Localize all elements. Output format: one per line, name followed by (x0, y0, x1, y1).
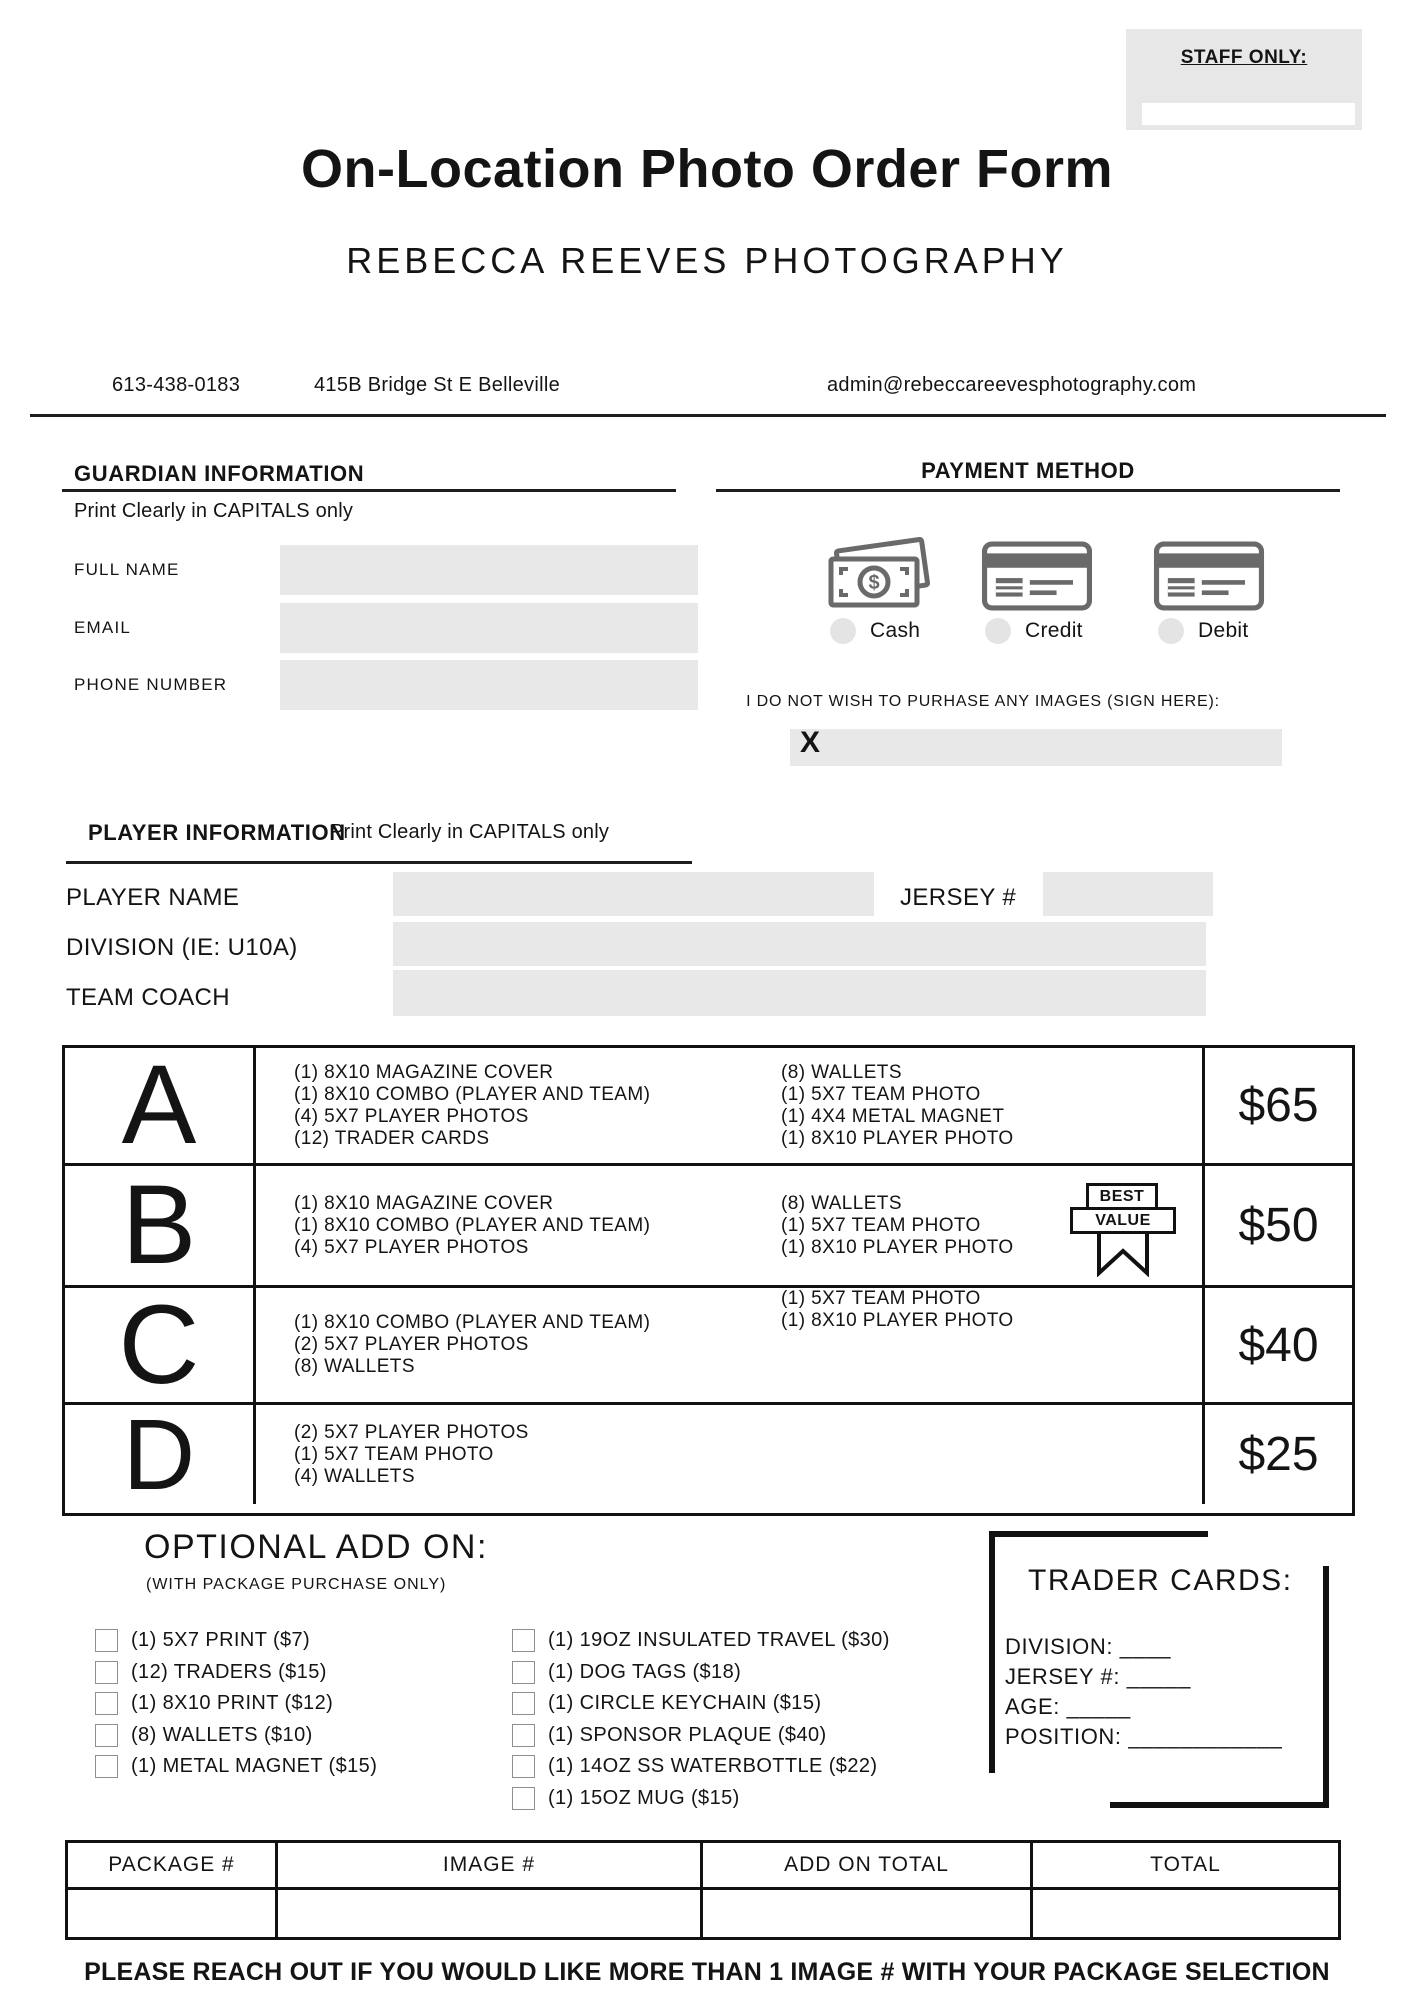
package-b-item: (8) WALLETS (781, 1192, 902, 1214)
package-d-item: (4) WALLETS (294, 1465, 415, 1487)
player-name-field[interactable] (393, 872, 874, 916)
package-a-item: (1) 8X10 COMBO (PLAYER AND TEAM) (294, 1083, 651, 1105)
staff-only-label: STAFF ONLY: (1180, 47, 1308, 68)
summary-header-row (67, 1842, 1340, 1889)
addon-label: (1) 14OZ SS WATERBOTTLE ($22) (548, 1755, 878, 1777)
addon-label: (1) 5X7 PRINT ($7) (131, 1629, 311, 1651)
full-name-label: FULL NAME (74, 560, 180, 579)
email-label: EMAIL (74, 618, 132, 637)
addon-checkbox-wallets[interactable] (95, 1724, 118, 1747)
trader-age-line: AGE: _____ (1005, 1694, 1131, 1719)
package-c-item: (1) 5X7 TEAM PHOTO (781, 1288, 981, 1309)
addon-item-waterbottle (512, 1755, 877, 1778)
package-row-d[interactable] (65, 1398, 1352, 1511)
package-row-a[interactable] (65, 1042, 1352, 1168)
player-heading-underline (66, 861, 692, 864)
addon-checkbox-traders[interactable] (95, 1661, 118, 1684)
debit-card-icon (1152, 540, 1266, 612)
svg-text:$: $ (868, 572, 880, 594)
addon-label: (1) METAL MAGNET ($15) (131, 1755, 378, 1777)
division-label: DIVISION (IE: U10A) (66, 934, 298, 961)
addon-checkbox-circle-keychain[interactable] (512, 1692, 535, 1715)
addon-checkbox-8x10-print[interactable] (95, 1692, 118, 1715)
image-number-header: IMAGE # (277, 1842, 702, 1889)
trader-division-line: DIVISION: ____ (1005, 1634, 1172, 1659)
package-number-cell[interactable] (67, 1889, 277, 1939)
order-summary-table (65, 1840, 1341, 1940)
staff-only-box (1126, 29, 1362, 130)
signature-x-mark: X (800, 726, 821, 759)
addon-label: (1) 19OZ INSULATED TRAVEL ($30) (548, 1629, 890, 1651)
footer-note: PLEASE REACH OUT IF YOU WOULD LIKE MORE THAN 1 IMAGE # WITH YOUR PACKAGE SELECTION (84, 1958, 1330, 1986)
addon-label: (8) WALLETS ($10) (131, 1724, 313, 1746)
package-c-item: (2) 5X7 PLAYER PHOTOS (294, 1334, 529, 1355)
guardian-note: Print Clearly in CAPITALS only (74, 500, 354, 522)
player-heading: PLAYER INFORMATION (88, 820, 346, 845)
addon-checkbox-metal-magnet[interactable] (95, 1755, 118, 1778)
addon-item-travel-mug (512, 1629, 890, 1652)
package-d-item: (2) 5X7 PLAYER PHOTOS (294, 1421, 529, 1443)
addon-label: (1) 8X10 PRINT ($12) (131, 1692, 334, 1714)
cash-label: Cash (870, 619, 921, 642)
package-c-item: (1) 8X10 PLAYER PHOTO (781, 1310, 1014, 1331)
optout-signature-field[interactable] (790, 729, 1282, 766)
addon-item-8x10-print (95, 1692, 333, 1715)
addons-heading: OPTIONAL ADD ON: (144, 1528, 488, 1566)
jersey-number-label: JERSEY # (900, 884, 1017, 911)
contact-email: admin@rebeccareevesphotography.com (827, 374, 1197, 396)
optout-label: I DO NOT WISH TO PURHASE ANY IMAGES (SIGN HERE): (746, 693, 1220, 710)
addon-item-circle-keychain (512, 1692, 821, 1715)
contact-phone: 613-438-0183 (112, 374, 241, 396)
package-d-item: (1) 5X7 TEAM PHOTO (294, 1443, 494, 1465)
addon-item-mug (512, 1787, 740, 1810)
phone-number-label: PHONE NUMBER (74, 675, 228, 694)
guardian-heading-underline (62, 489, 676, 492)
package-c-letter: C (65, 1288, 256, 1402)
package-b-item: (1) 8X10 MAGAZINE COVER (294, 1192, 554, 1214)
trader-jersey-line: JERSEY #: _____ (1005, 1664, 1191, 1689)
addon-item-wallets (95, 1724, 313, 1747)
guardian-heading: GUARDIAN INFORMATION (74, 461, 365, 486)
package-a-item: (1) 4X4 METAL MAGNET (781, 1105, 1005, 1127)
addon-label: (1) SPONSOR PLAQUE ($40) (548, 1724, 827, 1746)
staff-only-input[interactable] (1142, 103, 1355, 125)
cash-radio[interactable] (830, 618, 856, 644)
package-c-price: $40 (1202, 1288, 1352, 1402)
trader-position-line: POSITION: ____________ (1005, 1724, 1283, 1749)
best-value-badge-top: BEST (1086, 1183, 1158, 1210)
total-header: TOTAL (1032, 1842, 1340, 1889)
credit-radio[interactable] (985, 618, 1011, 644)
addon-checkbox-5x7-print[interactable] (95, 1629, 118, 1652)
addon-label: (12) TRADERS ($15) (131, 1661, 327, 1683)
package-a-item: (4) 5X7 PLAYER PHOTOS (294, 1105, 529, 1127)
addon-label: (1) 15OZ MUG ($15) (548, 1787, 740, 1809)
player-note: Print Clearly in CAPITALS only (330, 821, 610, 843)
package-a-item: (1) 8X10 MAGAZINE COVER (294, 1061, 554, 1083)
contact-address: 415B Bridge St E Belleville (314, 374, 561, 396)
team-coach-label: TEAM COACH (66, 984, 231, 1011)
studio-name: REBECCA REEVES PHOTOGRAPHY (346, 240, 1068, 281)
addon-checkbox-waterbottle[interactable] (512, 1755, 535, 1778)
addon-checkbox-mug[interactable] (512, 1787, 535, 1810)
package-a-price: $65 (1202, 1048, 1352, 1163)
best-value-ribbon-icon (1093, 1231, 1153, 1277)
package-b-price: $50 (1202, 1166, 1352, 1285)
page-title: On-Location Photo Order Form (301, 139, 1113, 199)
total-cell[interactable] (1032, 1889, 1340, 1939)
package-a-item: (1) 5X7 TEAM PHOTO (781, 1083, 981, 1105)
payment-option-debit (1158, 618, 1249, 644)
player-name-label: PLAYER NAME (66, 884, 240, 911)
payment-option-cash (830, 618, 920, 644)
package-b-item: (1) 5X7 TEAM PHOTO (781, 1214, 981, 1236)
payment-heading: PAYMENT METHOD (921, 458, 1135, 483)
phone-number-field[interactable] (280, 660, 698, 710)
addon-label: (1) CIRCLE KEYCHAIN ($15) (548, 1692, 822, 1714)
debit-radio[interactable] (1158, 618, 1184, 644)
package-number-header: PACKAGE # (67, 1842, 277, 1889)
addon-checkbox-dog-tags[interactable] (512, 1661, 535, 1684)
addon-item-dog-tags (512, 1661, 741, 1684)
package-table (62, 1042, 1355, 1516)
addon-item-metal-magnet (95, 1755, 377, 1778)
package-d-price: $25 (1202, 1405, 1352, 1504)
addon-item-5x7-print (95, 1629, 310, 1652)
payment-option-credit (985, 618, 1083, 644)
trader-cards-heading: TRADER CARDS: (1028, 1564, 1293, 1597)
package-a-item: (8) WALLETS (781, 1061, 902, 1083)
package-c-item: (1) 8X10 COMBO (PLAYER AND TEAM) (294, 1312, 651, 1333)
credit-card-icon (980, 540, 1094, 612)
best-value-badge-bottom: VALUE (1070, 1207, 1176, 1234)
credit-label: Credit (1025, 619, 1083, 642)
package-b-letter: B (65, 1166, 256, 1285)
addon-total-cell[interactable] (702, 1889, 1032, 1939)
package-d-letter: D (65, 1405, 256, 1504)
package-b-item: (4) 5X7 PLAYER PHOTOS (294, 1236, 529, 1258)
package-b-item: (1) 8X10 COMBO (PLAYER AND TEAM) (294, 1214, 651, 1236)
division-field[interactable] (393, 922, 1206, 966)
addon-label: (1) DOG TAGS ($18) (548, 1661, 742, 1683)
email-field[interactable] (280, 603, 698, 653)
package-c-item: (8) WALLETS (294, 1356, 415, 1377)
package-row-c[interactable] (65, 1281, 1352, 1407)
addon-total-header: ADD ON TOTAL (702, 1842, 1032, 1889)
team-coach-field[interactable] (393, 970, 1206, 1016)
summary-entry-row (67, 1889, 1340, 1939)
package-a-letter: A (65, 1048, 256, 1163)
addon-item-sponsor-plaque (512, 1724, 827, 1747)
addon-checkbox-travel-mug[interactable] (512, 1629, 535, 1652)
addon-checkbox-sponsor-plaque[interactable] (512, 1724, 535, 1747)
package-a-item: (1) 8X10 PLAYER PHOTO (781, 1127, 1014, 1149)
header-divider (30, 414, 1386, 417)
addons-subheading: (WITH PACKAGE PURCHASE ONLY) (146, 1576, 447, 1593)
jersey-number-field[interactable] (1043, 872, 1213, 916)
addon-item-traders (95, 1661, 327, 1684)
cash-icon (824, 537, 936, 613)
full-name-field[interactable] (280, 545, 698, 595)
image-number-cell[interactable] (277, 1889, 702, 1939)
package-a-item: (12) TRADER CARDS (294, 1127, 490, 1149)
package-b-item: (1) 8X10 PLAYER PHOTO (781, 1236, 1014, 1258)
payment-heading-underline (716, 489, 1340, 492)
debit-label: Debit (1198, 619, 1249, 642)
